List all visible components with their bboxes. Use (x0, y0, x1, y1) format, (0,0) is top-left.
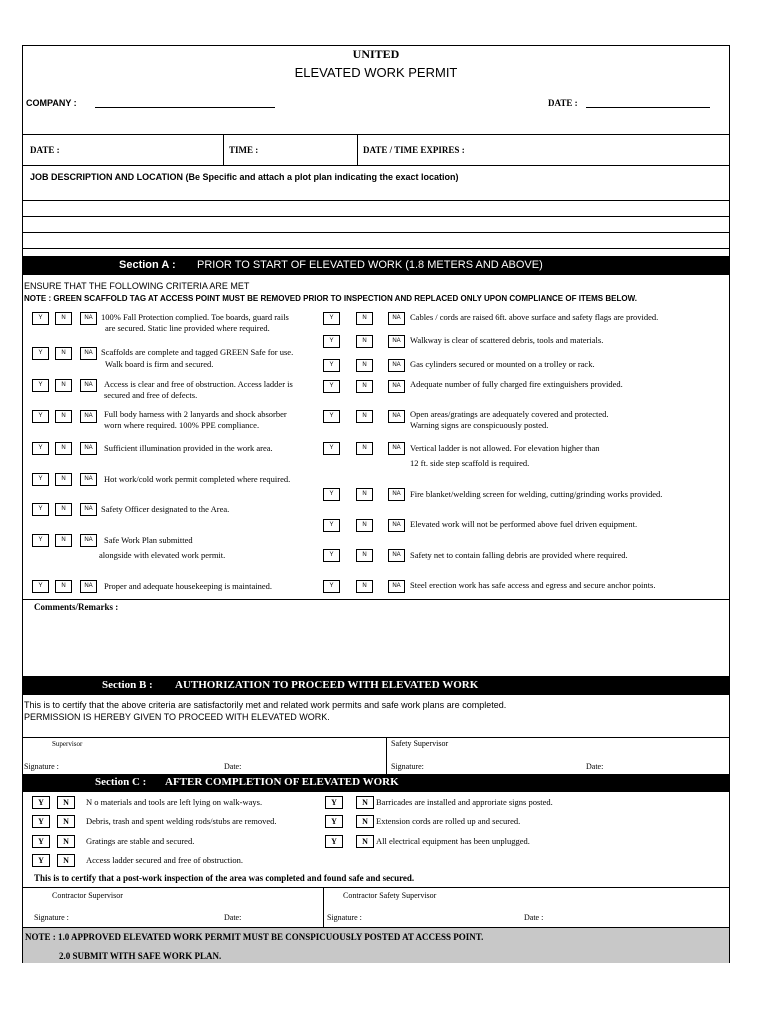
na-checkbox[interactable]: NA (80, 442, 97, 455)
date-label: DATE : (30, 145, 60, 155)
supervisor-label: Supervisor (52, 740, 83, 748)
yes-checkbox[interactable]: Y (323, 549, 340, 562)
no-checkbox[interactable]: N (356, 796, 374, 809)
yes-checkbox[interactable]: Y (323, 442, 340, 455)
yes-checkbox[interactable]: Y (323, 335, 340, 348)
no-checkbox[interactable]: N (356, 359, 373, 372)
no-checkbox[interactable]: N (55, 473, 72, 486)
date-label: Date : (524, 913, 544, 922)
no-checkbox[interactable]: N (55, 312, 72, 325)
date-label: Date: (224, 762, 242, 771)
item-text: Walk board is firm and secured. (105, 359, 214, 369)
na-checkbox[interactable]: NA (80, 503, 97, 516)
yes-checkbox[interactable]: Y (32, 796, 50, 809)
na-checkbox[interactable]: NA (80, 347, 97, 360)
divider (22, 599, 730, 600)
item-text: Safe Work Plan submitted (104, 535, 193, 545)
item-text: Sufficient illumination provided in the work area. (104, 443, 273, 453)
na-checkbox[interactable]: NA (80, 534, 97, 547)
item-text: worn where required. 100% PPE compliance. (104, 420, 260, 430)
no-checkbox[interactable]: N (356, 380, 373, 393)
divider (386, 737, 387, 774)
no-checkbox[interactable]: N (55, 347, 72, 360)
date-label: Date: (224, 913, 242, 922)
item-text: N o materials and tools are left lying on walk-ways. (86, 797, 263, 807)
divider (223, 134, 224, 165)
na-checkbox[interactable]: NA (80, 312, 97, 325)
header-date-field[interactable] (586, 107, 710, 108)
yes-checkbox[interactable]: Y (32, 534, 49, 547)
divider (22, 737, 730, 738)
signature-label: Signature: (391, 762, 424, 771)
item-text: Access is clear and free of obstruction. Access ladder is (104, 379, 293, 389)
yes-checkbox[interactable]: Y (32, 347, 49, 360)
item-text: Steel erection work has safe access and egress and secure anchor points. (410, 580, 656, 590)
section-b-label: Section B : (102, 679, 153, 691)
no-checkbox[interactable]: N (356, 835, 374, 848)
na-checkbox[interactable]: NA (388, 519, 405, 532)
na-checkbox[interactable]: NA (388, 580, 405, 593)
time-label: TIME : (229, 145, 259, 155)
no-checkbox[interactable]: N (55, 410, 72, 423)
expires-label: DATE / TIME EXPIRES : (363, 145, 465, 155)
section-b-header (22, 676, 730, 695)
na-checkbox[interactable]: NA (80, 473, 97, 486)
section-c-header (22, 774, 730, 792)
divider (22, 134, 730, 135)
company-name: UNITED (352, 47, 400, 61)
yes-checkbox[interactable]: Y (323, 380, 340, 393)
yes-checkbox[interactable]: Y (32, 473, 49, 486)
item-text: Open areas/gratings are adequately covered and protected. (410, 409, 609, 419)
safety-supervisor-label: Safety Supervisor (391, 739, 449, 748)
signature-label: Signature : (24, 762, 59, 771)
item-text: Access ladder secured and free of obstruction. (86, 855, 243, 865)
item-text: Safety net to contain falling debris are provided where required. (410, 550, 628, 560)
item-text: Scaffolds are complete and tagged GREEN Safe for use. (101, 347, 294, 357)
item-text: All electrical equipment has been unplugged. (376, 836, 530, 846)
yes-checkbox[interactable]: Y (323, 312, 340, 325)
section-b-line2: PERMISSION IS HEREBY GIVEN TO PROCEED WITH ELEVATED WORK. (24, 712, 330, 722)
yes-checkbox[interactable]: Y (323, 359, 340, 372)
na-checkbox[interactable]: NA (388, 312, 405, 325)
no-checkbox[interactable]: N (356, 519, 373, 532)
divider (22, 887, 730, 888)
signature-label: Signature : (34, 913, 69, 922)
company-field[interactable] (95, 107, 275, 108)
section-a-title: PRIOR TO START OF ELEVATED WORK (1.8 METERS AND ABOVE) (197, 259, 543, 271)
yes-checkbox[interactable]: Y (325, 796, 343, 809)
job-description-line[interactable] (22, 232, 730, 233)
no-checkbox[interactable]: N (55, 534, 72, 547)
item-text: secured and free of defects. (104, 390, 198, 400)
no-checkbox[interactable]: N (57, 796, 75, 809)
job-description-line[interactable] (22, 248, 730, 249)
na-checkbox[interactable]: NA (388, 359, 405, 372)
no-checkbox[interactable]: N (356, 549, 373, 562)
section-a-ensure: ENSURE THAT THE FOLLOWING CRITERIA ARE MET (24, 281, 250, 291)
header-date-label: DATE : (548, 98, 578, 108)
item-text: Proper and adequate housekeeping is maintained. (104, 581, 273, 591)
yes-checkbox[interactable]: Y (32, 835, 50, 848)
item-text: Elevated work will not be performed above fuel driven equipment. (410, 519, 638, 529)
item-text: Vertical ladder is not allowed. For elevation higher than (410, 443, 600, 453)
no-checkbox[interactable]: N (356, 312, 373, 325)
section-b-line1: This is to certify that the above criteria are satisfactorily met and related work permits and safe work plans are completed. (24, 700, 507, 710)
no-checkbox[interactable]: N (57, 835, 75, 848)
divider (357, 134, 358, 165)
na-checkbox[interactable]: NA (388, 335, 405, 348)
footer-note-line2: 2.0 SUBMIT WITH SAFE WORK PLAN. (59, 951, 222, 961)
yes-checkbox[interactable]: Y (323, 488, 340, 501)
section-a-header (22, 256, 730, 275)
job-description-line[interactable] (22, 200, 730, 201)
no-checkbox[interactable]: N (356, 815, 374, 828)
comments-field[interactable] (24, 614, 728, 674)
item-text: Hot work/cold work permit completed where required. (104, 474, 291, 484)
na-checkbox[interactable]: NA (80, 410, 97, 423)
item-text: Adequate number of fully charged fire extinguishers provided. (410, 379, 623, 389)
yes-checkbox[interactable]: Y (32, 503, 49, 516)
yes-checkbox[interactable]: Y (323, 410, 340, 423)
na-checkbox[interactable]: NA (388, 488, 405, 501)
item-text: Debris, trash and spent welding rods/stubs are removed. (86, 816, 277, 826)
divider (22, 165, 730, 166)
no-checkbox[interactable]: N (57, 854, 75, 867)
form-title: ELEVATED WORK PERMIT (294, 65, 458, 80)
item-text: Full body harness with 2 lanyards and shock absorber (104, 409, 287, 419)
job-description-line[interactable] (22, 216, 730, 217)
item-text: 12 ft. side step scaffold is required. (410, 458, 530, 468)
item-text: Walkway is clear of scattered debris, tools and materials. (410, 335, 604, 345)
footer-note (22, 927, 730, 963)
na-checkbox[interactable]: NA (388, 442, 405, 455)
section-a-label: Section A : (119, 259, 176, 271)
item-text: Fire blanket/welding screen for welding, cutting/grinding works provided. (410, 489, 663, 499)
na-checkbox[interactable]: NA (388, 380, 405, 393)
no-checkbox[interactable]: N (356, 442, 373, 455)
yes-checkbox[interactable]: Y (32, 815, 50, 828)
item-text: Barricades are installed and approriate signs posted. (376, 797, 553, 807)
no-checkbox[interactable]: N (356, 410, 373, 423)
item-text: alongside with elevated work permit. (99, 550, 226, 560)
yes-checkbox[interactable]: Y (32, 410, 49, 423)
yes-checkbox[interactable]: Y (32, 379, 49, 392)
item-text: Gas cylinders secured or mounted on a trolley or rack. (410, 359, 595, 369)
section-b-title: AUTHORIZATION TO PROCEED WITH ELEVATED WORK (175, 679, 479, 691)
no-checkbox[interactable]: N (356, 488, 373, 501)
no-checkbox[interactable]: N (55, 503, 72, 516)
item-text: are secured. Static line provided where required. (105, 323, 270, 333)
footer-note-line1: NOTE : 1.0 APPROVED ELEVATED WORK PERMIT MUST BE CONSPICUOUSLY POSTED AT ACCESS POINT. (25, 932, 484, 942)
item-text: Gratings are stable and secured. (86, 836, 195, 846)
divider (323, 887, 324, 927)
contractor-supervisor-label: Contractor Supervisor (52, 891, 123, 900)
na-checkbox[interactable]: NA (388, 410, 405, 423)
na-checkbox[interactable]: NA (80, 580, 97, 593)
no-checkbox[interactable]: N (55, 580, 72, 593)
yes-checkbox[interactable]: Y (32, 580, 49, 593)
no-checkbox[interactable]: N (55, 442, 72, 455)
yes-checkbox[interactable]: Y (32, 442, 49, 455)
yes-checkbox[interactable]: Y (32, 312, 49, 325)
date-label: Date: (586, 762, 604, 771)
item-text: Warning signs are conspicuously posted. (410, 420, 549, 430)
job-description-label: JOB DESCRIPTION AND LOCATION (Be Specific and attach a plot plan indicating the exact location) (30, 172, 459, 182)
section-a-note: NOTE : GREEN SCAFFOLD TAG AT ACCESS POINT MUST BE REMOVED PRIOR TO INSPECTION AND REPLACED ONLY UPON COMPLIANCE OF ITEMS BELOW. (24, 294, 637, 303)
no-checkbox[interactable]: N (356, 335, 373, 348)
section-c-certify: This is to certify that a post-work inspection of the area was completed and found safe and secured. (34, 873, 415, 883)
yes-checkbox[interactable]: Y (325, 835, 343, 848)
na-checkbox[interactable]: NA (80, 379, 97, 392)
yes-checkbox[interactable]: Y (32, 854, 50, 867)
item-text: Cables / cords are raised 6ft. above surface and safety flags are provided. (410, 312, 659, 322)
no-checkbox[interactable]: N (356, 580, 373, 593)
item-text: Extension cords are rolled up and secured. (376, 816, 521, 826)
item-text: Safety Officer designated to the Area. (101, 504, 230, 514)
section-c-label: Section C : (95, 776, 147, 788)
na-checkbox[interactable]: NA (388, 549, 405, 562)
no-checkbox[interactable]: N (57, 815, 75, 828)
contractor-safety-supervisor-label: Contractor Safety Supervisor (343, 891, 437, 900)
signature-label: Signature : (327, 913, 362, 922)
company-label: COMPANY : (26, 98, 77, 108)
comments-label: Comments/Remarks : (34, 602, 119, 612)
section-c-title: AFTER COMPLETION OF ELEVATED WORK (165, 776, 399, 788)
no-checkbox[interactable]: N (55, 379, 72, 392)
yes-checkbox[interactable]: Y (323, 580, 340, 593)
yes-checkbox[interactable]: Y (325, 815, 343, 828)
item-text: 100% Fall Protection complied. Toe boards, guard rails (101, 312, 289, 322)
yes-checkbox[interactable]: Y (323, 519, 340, 532)
